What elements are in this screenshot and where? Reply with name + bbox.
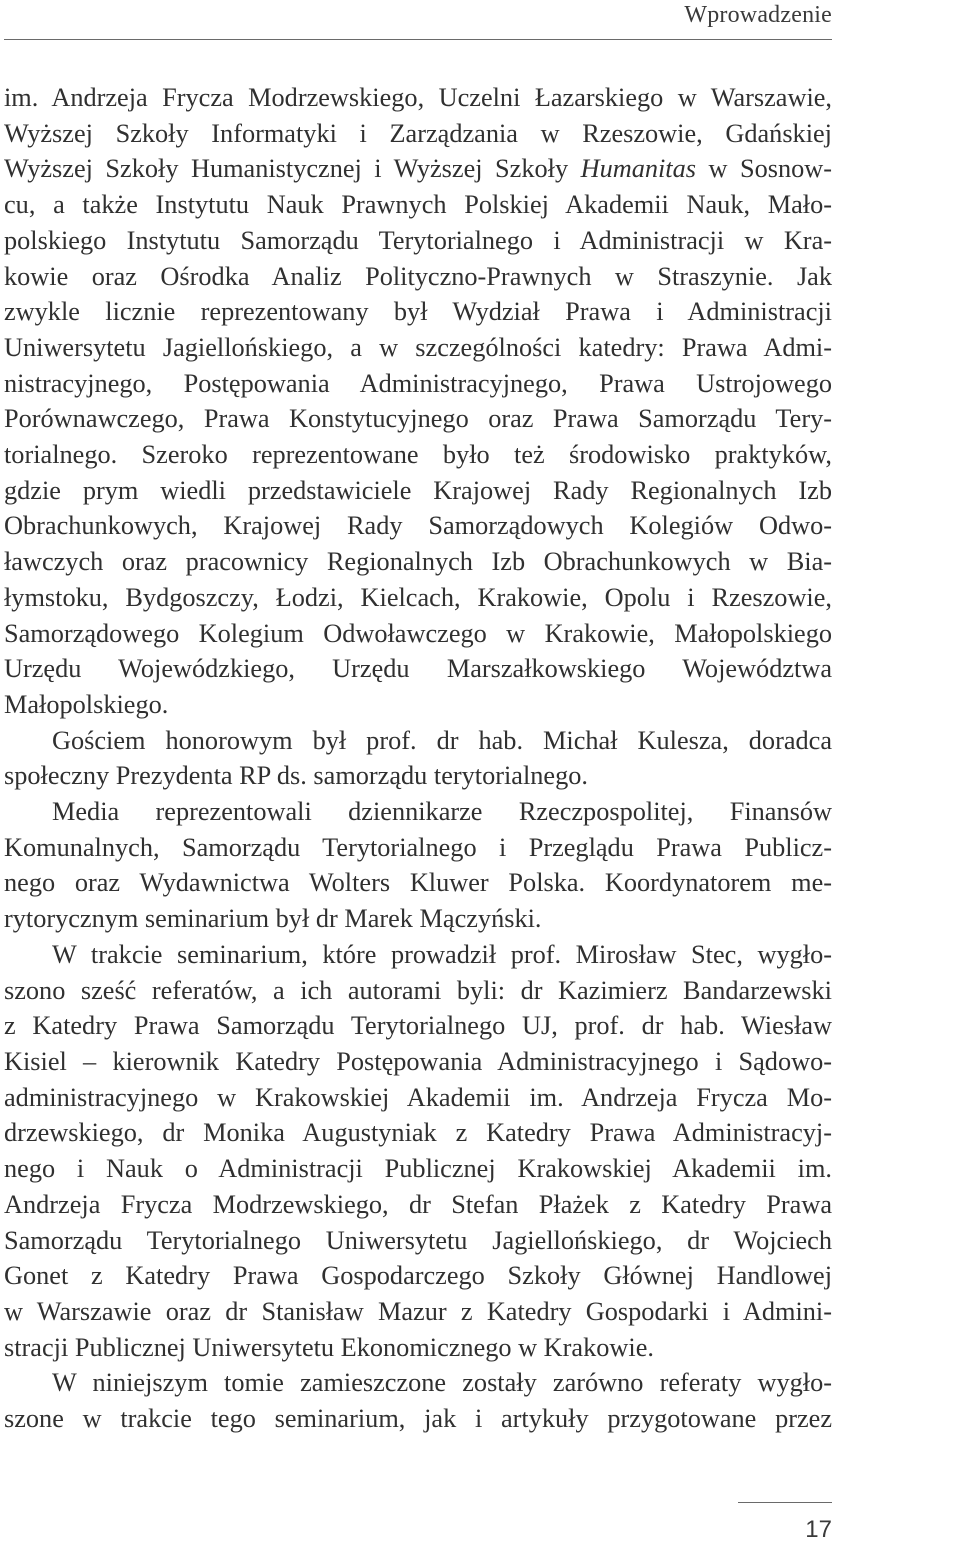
text-line: Porównawczego, Prawa Konstytucyjnego oraz Prawa Samorządu Tery- <box>4 404 832 434</box>
text-segment: Wyższej Szkoły Humanistycznej i Wyższej Szkoły <box>4 154 581 184</box>
text-line: torialnego. Szeroko reprezentowane było też środowisko praktyków, <box>4 440 832 470</box>
text-line: nistracyjnego, Postępowania Administracyjnego, Prawa Ustrojowego <box>4 368 832 398</box>
italic-term: Humanitas <box>580 154 696 184</box>
text-line: rytorycznym seminarium był dr Marek Mączyński. <box>4 904 542 934</box>
text-line: zwykle licznie reprezentowany był Wydział Prawa i Administracji <box>4 297 832 327</box>
text-line: Samorządowego Kolegium Odwoławczego w Krakowie, Małopolskiego <box>4 618 832 648</box>
header-rule <box>4 39 832 40</box>
text-line: Kisiel – kierownik Katedry Postępowania Administracyjnego i Sądowo- <box>4 1046 832 1076</box>
paragraph-honorary-guest <box>4 723 832 794</box>
text-line: Urzędu Wojewódzkiego, Urzędu Marszałkowskiego Województwa <box>4 654 832 684</box>
body-text <box>4 80 832 1437</box>
paragraph-volume-contents <box>4 1365 832 1436</box>
text-line: Andrzeja Frycza Modrzewskiego, dr Stefan Płażek z Katedry Prawa <box>4 1189 832 1219</box>
text-line: społeczny Prezydenta RP ds. samorządu terytorialnego. <box>4 761 588 791</box>
text-line: Gościem honorowym był prof. dr hab. Michał Kulesza, doradca <box>52 725 832 755</box>
text-line: kowie oraz Ośrodka Analiz Polityczno-Prawnych w Straszynie. Jak <box>4 261 832 291</box>
text-line: Uniwersytetu Jagiellońskiego, a w szczególności katedry: Prawa Admi- <box>4 332 832 362</box>
text-line: W trakcie seminarium, które prowadził prof. Mirosław Stec, wygło- <box>52 939 832 969</box>
text-line: szono sześć referatów, a ich autorami byli: dr Kazimierz Bandarzewski <box>4 975 832 1005</box>
text-line: drzewskiego, dr Monika Augustyniak z Katedry Prawa Administracyj- <box>4 1118 832 1148</box>
footer-rule <box>738 1502 832 1503</box>
text-line: Gonet z Katedry Prawa Gospodarczego Szkoły Głównej Handlowej <box>4 1261 832 1291</box>
paragraph-seminar-talks <box>4 937 832 1365</box>
text-line: z Katedry Prawa Samorządu Terytorialnego UJ, prof. dr hab. Wiesław <box>4 1011 832 1041</box>
text-line: szone w trakcie tego seminarium, jak i artykuły przygotowane przez <box>4 1404 832 1434</box>
text-line: nego oraz Wydawnictwa Wolters Kluwer Polska. Koordynatorem me- <box>4 868 832 898</box>
text-line: polskiego Instytutu Samorządu Terytorialnego i Administracji w Kra- <box>4 225 832 255</box>
text-line: nego i Nauk o Administracji Publicznej Krakowskiej Akademii im. <box>4 1154 832 1184</box>
paragraph-media <box>4 794 832 937</box>
text-line: Komunalnych, Samorządu Terytorialnego i Przeglądu Prawa Publicz- <box>4 832 832 862</box>
text-line: łymstoku, Bydgoszczy, Łodzi, Kielcach, Krakowie, Opolu i Rzeszowie, <box>4 582 832 612</box>
text-line: w Warszawie oraz dr Stanisław Mazur z Katedry Gospodarki i Admini- <box>4 1296 832 1326</box>
text-line: administracyjnego w Krakowskiej Akademii im. Andrzeja Frycza Mo- <box>4 1082 832 1112</box>
text-line: ławczych oraz pracownicy Regionalnych Izb Obrachunkowych w Bia- <box>4 547 832 577</box>
text-line: W niniejszym tomie zamieszczone zostały zarówno referaty wygło- <box>52 1368 832 1398</box>
page-number: 17 <box>805 1516 832 1543</box>
text-line: Samorządu Terytorialnego Uniwersytetu Jagiellońskiego, dr Wojciech <box>4 1225 832 1255</box>
text-line: Obrachunkowych, Krajowej Rady Samorządowych Kolegiów Odwo- <box>4 511 832 541</box>
text-line: Media reprezentowali dziennikarze Rzeczpospolitej, Finansów <box>52 797 832 827</box>
text-line: Małopolskiego. <box>4 689 169 719</box>
text-line: cu, a także Instytutu Nauk Prawnych Polskiej Akademii Nauk, Mało- <box>4 190 832 220</box>
text-line <box>4 151 832 187</box>
text-line: im. Andrzeja Frycza Modrzewskiego, Uczelni Łazarskiego w Warszawie, <box>4 83 832 112</box>
text-line: gdzie prym wiedli przedstawiciele Krajowej Rady Regionalnych Izb <box>4 475 832 505</box>
text-segment: w Sosnow- <box>696 154 832 184</box>
text-line: stracji Publicznej Uniwersytetu Ekonomicznego w Krakowie. <box>4 1332 654 1362</box>
running-head: Wprowadzenie <box>684 2 832 28</box>
text-line: Wyższej Szkoły Informatyki i Zarządzania w Rzeszowie, Gdańskiej <box>4 118 832 148</box>
paragraph-continued <box>4 80 832 723</box>
